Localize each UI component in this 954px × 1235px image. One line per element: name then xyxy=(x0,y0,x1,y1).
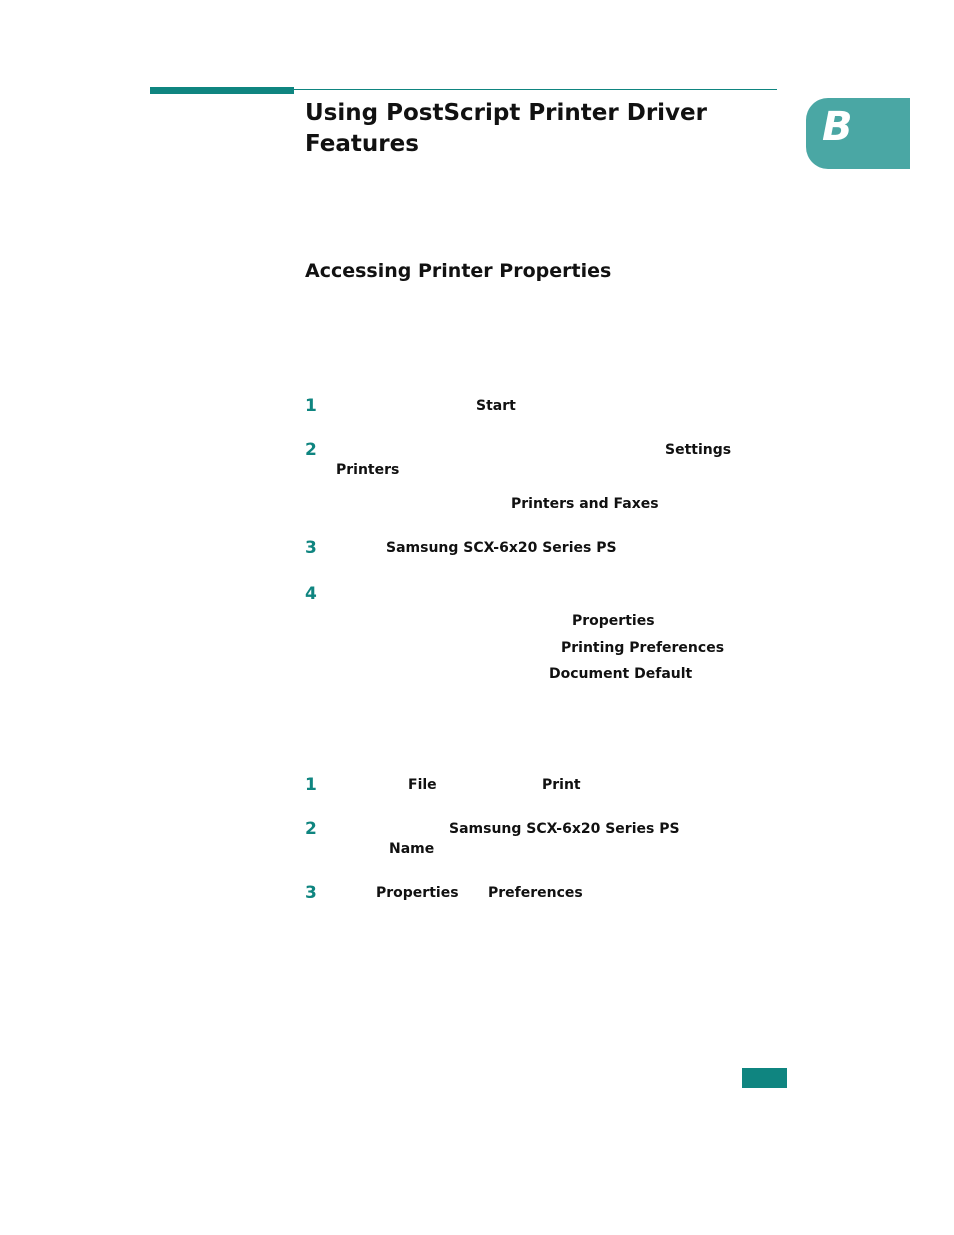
step-number: 3 xyxy=(305,538,317,558)
page-number-box xyxy=(742,1068,787,1088)
keyword-file: File xyxy=(408,777,437,793)
step-number: 3 xyxy=(305,883,317,903)
step-number: 2 xyxy=(305,819,317,839)
keyword-printer-name: Samsung SCX-6x20 Series PS xyxy=(386,540,617,556)
keyword-start: Start xyxy=(476,398,516,414)
keyword-settings: Settings xyxy=(665,442,732,458)
keyword-printer-name: Samsung SCX-6x20 Series PS xyxy=(449,821,680,837)
header-rule-thick xyxy=(150,87,294,94)
keyword-print: Print xyxy=(542,777,581,793)
page-title: Using PostScript Printer Driver Features xyxy=(305,100,707,157)
step-number: 1 xyxy=(305,775,317,795)
keyword-printers-and-faxes: Printers and Faxes xyxy=(511,496,659,512)
chapter-letter: B xyxy=(822,104,853,150)
keyword-printers: Printers xyxy=(336,462,400,478)
keyword-name: Name xyxy=(389,841,435,857)
step-number: 2 xyxy=(305,440,317,460)
chapter-tab xyxy=(806,98,910,169)
header-rule-thin xyxy=(294,89,777,90)
step-number: 4 xyxy=(305,584,317,604)
keyword-printing-preferences: Printing Preferences xyxy=(561,640,725,656)
keyword-properties: Properties xyxy=(376,885,459,901)
section-heading: Accessing Printer Properties xyxy=(305,260,612,282)
keyword-preferences: Preferences xyxy=(488,885,583,901)
keyword-properties: Properties xyxy=(572,613,655,629)
step-number: 1 xyxy=(305,396,317,416)
keyword-document-default: Document Default xyxy=(549,666,693,682)
